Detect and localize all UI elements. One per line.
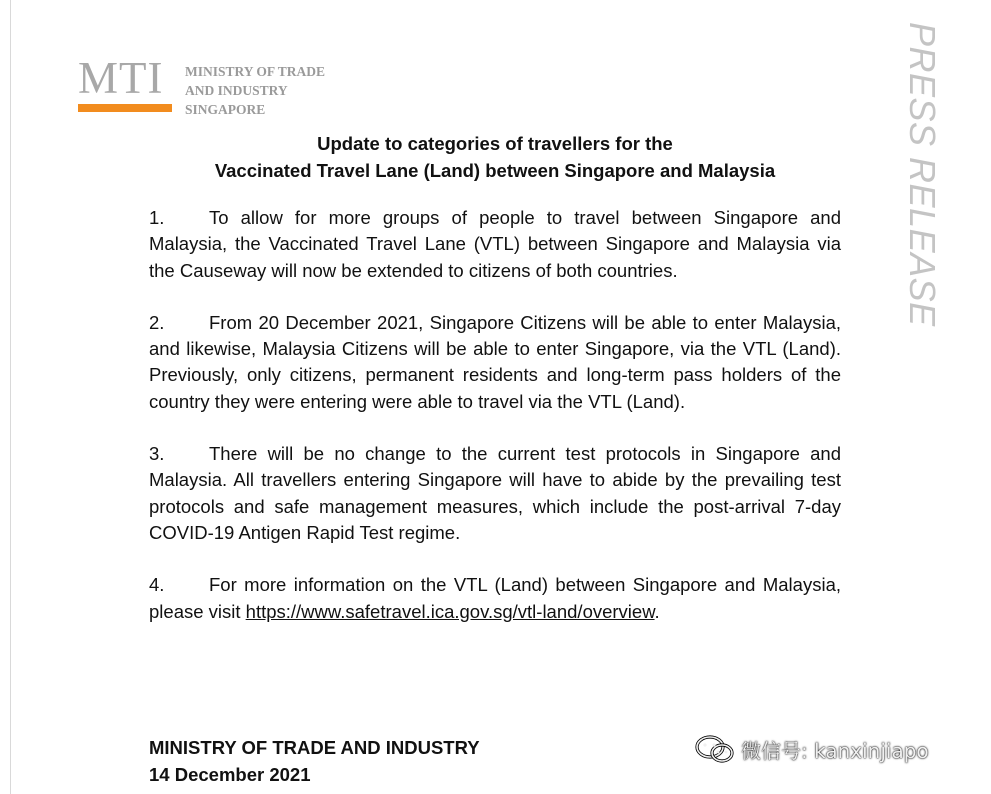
paragraph-number: 2. <box>149 311 165 333</box>
page-edge <box>10 0 11 794</box>
document-title <box>150 130 840 184</box>
paragraph-suffix: . <box>654 600 660 622</box>
press-release-label: PRESS RELEASE <box>902 22 943 327</box>
paragraph-text: There will be no change to the current test protocols in Singapore and Malaysia. All travellers entering Singapore will have to abide by the prevailing test protocols and safe management measures, which include the post-arrival 7-day COVID-19 Antigen Rapid Test regime. <box>149 443 841 543</box>
wechat-watermark <box>695 732 929 766</box>
paragraph-text: From 20 December 2021, Singapore Citizens will be able to enter Malaysia, and likewise, Malaysia Citizens will be able to enter Singapore, via the VTL (Land). Previously, only citizens, permanent residents and long-term pass holders of the country they were entering were able to travel via the VTL (Land). <box>149 311 841 412</box>
logo-line-3: SINGAPORE <box>185 102 266 117</box>
paragraph-2 <box>149 310 841 415</box>
watermark-text: 微信号: kanxinjiapo <box>741 738 929 763</box>
vtl-land-link[interactable]: https://www.safetravel.ica.gov.sg/vtl-land/overview <box>245 600 655 622</box>
wechat-icon <box>695 734 735 764</box>
paragraph-text: For more information on the VTL (Land) between Singapore and Malaysia, please visit <box>149 574 841 622</box>
logo-line-1: MINISTRY OF TRADE <box>185 64 326 79</box>
logo-wordmark <box>185 62 325 119</box>
mti-logo <box>78 53 358 117</box>
footer-signature <box>149 734 480 788</box>
body-paragraphs <box>149 205 841 651</box>
paragraph-4 <box>149 572 841 625</box>
title-line-2: Vaccinated Travel Lane (Land) between Singapore and Malaysia <box>214 160 776 181</box>
paragraph-number: 4. <box>149 574 165 596</box>
footer-date: 14 December 2021 <box>149 764 311 785</box>
logo-line-2: AND INDUSTRY <box>185 83 288 98</box>
logo-accent-bar <box>78 104 172 112</box>
paragraph-number: 1. <box>149 207 165 228</box>
logo-mark: MTI <box>78 53 164 103</box>
paragraph-3 <box>149 441 841 546</box>
paragraph-number: 3. <box>149 443 165 465</box>
paragraph-text: To allow for more groups of people to travel between Singapore and Malaysia, the Vaccinated Travel Lane (VTL) between Singapore and Malaysia via the Causeway will now be extended to citizens of both countries. <box>149 207 841 281</box>
footer-org: MINISTRY OF TRADE AND INDUSTRY <box>149 737 480 758</box>
title-line-1: Update to categories of travellers for the <box>317 133 673 154</box>
paragraph-1 <box>149 205 841 284</box>
